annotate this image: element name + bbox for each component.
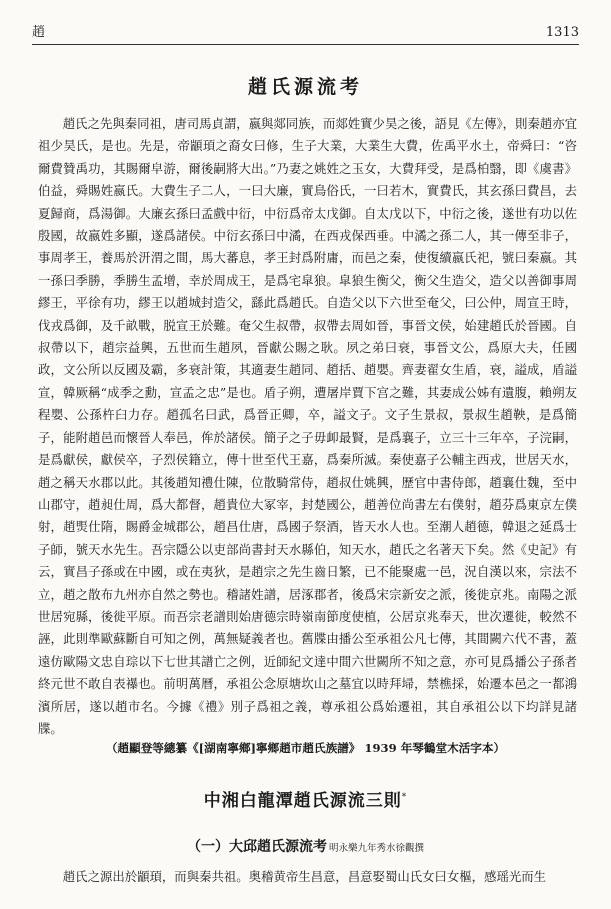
- footnote-marker: *: [401, 792, 408, 803]
- section-title: [0, 786, 611, 811]
- subsection-body: 趙氏之源出於顓頊，而與秦共祖。奥稽黄帝生昌意，昌意娶蜀山氏女曰女樞，感瑶光而生: [62, 869, 547, 884]
- source-citation: （趙顯登等總纂《[湖南寧鄉]寧鄉趙市趙氏族譜》 1939 年琴鶴堂木活字本）: [105, 741, 506, 755]
- subsection-heading: [0, 836, 611, 856]
- subsection-title: （一）大邱趙氏源流考: [186, 839, 327, 855]
- section-title-text: 中湘白龍潭趙氏源流三則: [203, 791, 402, 811]
- article-paragraph: 趙氏之先與秦同祖，唐司馬貞謂，嬴與郯同族，而郯姓實少昊之後，語見《左傳》，則秦趙亦宜祖少昊氏，是也。先是，帝顓頊之裔女曰修，生子大業，大業生大費，佐禹平水土，帝舜曰：“咨爾費贊禹功，其賜爾皁游，爾後嗣將大出。”乃妻之姚姓之玉女，大費拜受，是爲柏翳，即《虞書》伯益，舜賜姓嬴氏。大費生子二人，一曰大廉，實鳥俗氏，一曰若木，實費氏，其玄孫曰費昌，去夏歸商，爲湯御。大廉玄孫曰孟戲中衍，中衍爲帝太戊御。自太戊以下，中衍之後，遂世有功以佐殷國，故嬴姓多顯，遂爲諸侯。中衍玄孫曰中潏，在西戎保西垂。中潏之孫二人，其一傳至非子，事周孝王，養馬於汧渭之間，馬大蕃息，孝王封爲附庸，而邑之秦，使復續嬴氏祀，號曰秦嬴。其一孫曰季勝，季勝生孟增，幸於周成王，是爲宅皐狼。皐狼生衡父，衡父生造父，造父以善御事周繆王，平徐有功，繆王以趙城封造父，繇此爲趙氏。自造父以下六世至奄父，曰公仲，周宣王時，伐戎爲御，及千畝戰，脱宣王於難。奄父生叔帶，叔帶去周如晉，事晉文侯，始建趙氏於晉國。自叔帶以下，趙宗益興，五世而生趙夙，晉獻公賜之耿。夙之弟曰衰，事晉文公，爲原大夫，任國政，文公所以反國及霸，多衰計策，其適妻生趙同、趙括、趙嬰。齊妻翟女生盾，衰，謚成，盾謚宣，韓厥稱“成季之勳，宣孟之忠”是也。盾子朔，遭屠岸賈下宫之難，其妻成公姊有遺腹，賴朔友程嬰、公孫杵臼力存。趙孤名曰武，爲晉正卿，卒，謚文子。文子生景叔，景叔生趙鞅，是爲簡子，能附趙邑而懷晉人奉邑，侔於諸侯。簡子之子毋卹最賢，是爲襄子，立三十三年卒，子浣嗣，是爲獻侯，獻侯卒，子烈侯籍立，傳十世至代王嘉，爲秦所滅。秦使嘉子公輔主西戎，世居天水，趙之稱天水郡以此。其後趙知禮仕陳，位散騎常侍，趙叔仕姚興，歷官中書侍郎，趙襄仕魏，至中山郡守，趙昶仕周，爲大都督，趙貴位大冢宰，封楚國公，趙善位尚書左右僕射，趙芬爲東京左僕射，趙煚仕隋，賜爵金城郡公，趙昌仕唐，爲國子祭酒，皆天水人也。至潮人趙德，韓退之延爲士子師，號天水先生。吾宗隱公以吏部尚書封天水縣伯，知天水，趙氏之名著天下矣。然《史記》有云，實昌子孫或在中國，或在夷狄，是趙宗之先生齒日繁，已不能聚處一邑，況自漢以來，宗法不立，趙之散布九州亦自然之勢也。稽諸姓譜，居涿郡者，後爲宋宗新安之派，後徙京兆。南陽之派世居宛縣，後徙平原。而吾宗老譜則始唐德宗時嶺南節度使植，公居京兆奉天，世次遷徙，較然不誣，此則準歐蘇斷自可知之例，萬無疑義者也。舊牒由播公至承祖公凡七傳，其間闕六代不書，蓋遠仿歐陽文忠自琮以下七世其譜亡之例，近師紀文達中間六世闕所不知之意，亦可見爲播公子孫者終元世不敢自表襮也。前明萬曆，承祖公念原塘坎山之墓宜以時拜埽，禁樵採，始遷本邑之一都鴻濱所居，遂以趙市名。今據《禮》別子爲祖之義，尊承祖公爲始遷祖，其自承祖公以下均詳見諸牒。: [38, 116, 578, 736]
- article-title: 趙氏源流考: [247, 76, 363, 98]
- subsection-author-note: 明永樂九年秀水徐觀撰: [328, 843, 424, 854]
- running-head-title: 趙: [32, 25, 46, 40]
- article-body: [38, 113, 577, 740]
- page-number: 1313: [545, 25, 579, 40]
- header-rule: [32, 44, 579, 45]
- running-head: [32, 20, 579, 40]
